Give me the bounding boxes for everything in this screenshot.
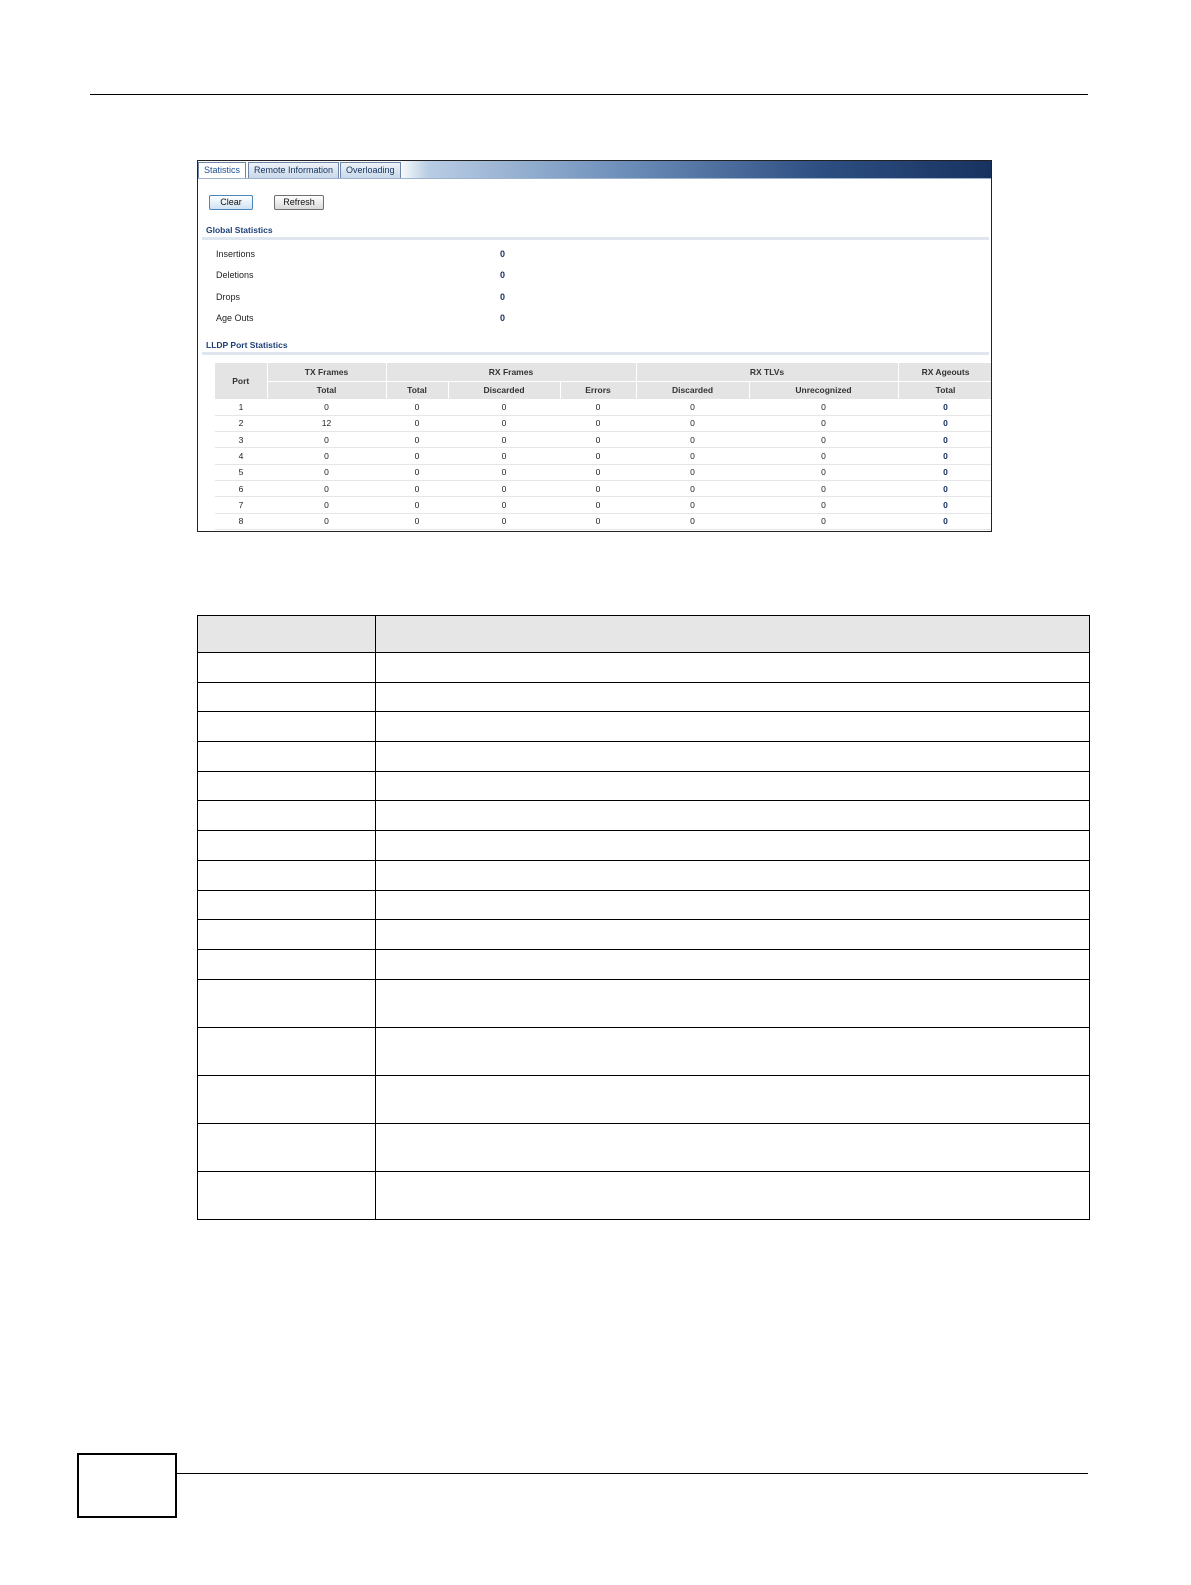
section-divider <box>202 237 989 240</box>
label-cell <box>198 712 376 742</box>
table-row <box>198 890 1090 920</box>
global-statistics-title: Global Statistics <box>206 225 273 235</box>
age-outs-value: 0 <box>500 313 506 323</box>
rx-total-cell: 0 <box>386 480 448 496</box>
rx-errors-cell: 0 <box>560 432 636 448</box>
description-cell <box>376 979 1090 1027</box>
rx-errors-cell: 0 <box>560 513 636 529</box>
label-cell <box>198 920 376 950</box>
insertions-value: 0 <box>500 249 506 259</box>
ageouts-total-cell: 0 <box>898 497 992 513</box>
table-row <box>215 464 992 480</box>
port-cell: 4 <box>215 448 267 464</box>
rx-discarded-cell: 0 <box>448 464 560 480</box>
table-row <box>215 513 992 529</box>
table-row <box>198 801 1090 831</box>
ageouts-total-cell: 0 <box>898 513 992 529</box>
description-cell <box>376 949 1090 979</box>
table-row <box>198 653 1090 683</box>
tlv-unrecognized-cell: 0 <box>749 464 898 480</box>
section-divider <box>202 352 989 355</box>
ageouts-total-cell: 0 <box>898 432 992 448</box>
table-row <box>215 415 992 431</box>
table-row <box>198 831 1090 861</box>
tlv-discarded-cell: 0 <box>636 497 749 513</box>
port-cell: 8 <box>215 513 267 529</box>
label-cell <box>198 801 376 831</box>
tlv-discarded-cell: 0 <box>636 448 749 464</box>
table-row <box>198 920 1090 950</box>
description-cell <box>376 1075 1090 1123</box>
ageouts-total-cell: 0 <box>898 480 992 496</box>
table-row <box>198 682 1090 712</box>
port-cell: 3 <box>215 432 267 448</box>
rx-total-cell: 0 <box>386 448 448 464</box>
label-cell <box>198 1027 376 1075</box>
description-cell <box>376 771 1090 801</box>
description-cell <box>376 742 1090 772</box>
tlv-unrecognized-cell: 0 <box>749 399 898 415</box>
rx-errors-cell: 0 <box>560 464 636 480</box>
rx-discarded-cell: 0 <box>448 415 560 431</box>
tx-total-cell: 12 <box>267 415 386 431</box>
port-cell: 1 <box>215 399 267 415</box>
rx-ageouts-header: RX Ageouts <box>898 363 992 381</box>
tx-total-cell: 0 <box>267 480 386 496</box>
clear-button[interactable]: Clear <box>209 195 253 210</box>
rx-total-cell: 0 <box>386 513 448 529</box>
rx-discarded-cell: 0 <box>448 448 560 464</box>
ageouts-total-cell: 0 <box>898 399 992 415</box>
deletions-label: Deletions <box>216 270 254 280</box>
tlv-unrecognized-cell: 0 <box>749 497 898 513</box>
field-description-table <box>197 615 1090 1220</box>
table-row <box>198 1027 1090 1075</box>
tlv-unrecognized-cell: 0 <box>749 432 898 448</box>
tx-total-cell: 0 <box>267 399 386 415</box>
rx-total-cell: 0 <box>386 399 448 415</box>
description-cell <box>376 682 1090 712</box>
table-row <box>198 771 1090 801</box>
drops-label: Drops <box>216 292 241 302</box>
description-cell <box>376 1123 1090 1171</box>
table-row <box>198 712 1090 742</box>
rx-errors-cell: 0 <box>560 497 636 513</box>
label-cell <box>198 890 376 920</box>
label-cell <box>198 742 376 772</box>
table-row <box>198 949 1090 979</box>
label-cell <box>198 1171 376 1219</box>
tlv-unrecognized-cell: 0 <box>749 448 898 464</box>
rx-total-header: Total <box>386 381 448 399</box>
tlv-unrecognized-cell: 0 <box>749 415 898 431</box>
ageouts-total-cell: 0 <box>898 464 992 480</box>
tlv-unrecognized-header: Unrecognized <box>749 381 898 399</box>
rx-discarded-cell: 0 <box>448 497 560 513</box>
label-cell <box>198 771 376 801</box>
rx-discarded-header: Discarded <box>448 381 560 399</box>
port-cell: 7 <box>215 497 267 513</box>
insertions-label: Insertions <box>216 249 256 259</box>
table-row <box>215 448 992 464</box>
label-cell <box>198 860 376 890</box>
description-cell <box>376 1027 1090 1075</box>
table-row <box>198 742 1090 772</box>
table-header-row <box>198 616 1090 653</box>
tlv-unrecognized-cell: 0 <box>749 513 898 529</box>
rx-total-cell: 0 <box>386 415 448 431</box>
tlv-discarded-cell: 0 <box>636 432 749 448</box>
page-number-box <box>77 1453 177 1518</box>
table-row <box>198 1123 1090 1171</box>
description-cell <box>376 890 1090 920</box>
ageouts-total-header: Total <box>898 381 992 399</box>
port-cell: 5 <box>215 464 267 480</box>
table-row <box>198 979 1090 1027</box>
description-cell <box>376 920 1090 950</box>
rx-discarded-cell: 0 <box>448 480 560 496</box>
rx-errors-header: Errors <box>560 381 636 399</box>
description-cell <box>376 653 1090 683</box>
table-row <box>215 399 992 415</box>
port-header: Port <box>215 363 267 399</box>
rx-errors-cell: 0 <box>560 448 636 464</box>
port-cell: 6 <box>215 480 267 496</box>
label-cell <box>198 949 376 979</box>
lldp-statistics-screenshot <box>197 160 992 532</box>
rx-discarded-cell: 0 <box>448 399 560 415</box>
tx-total-cell: 0 <box>267 497 386 513</box>
lldp-port-statistics-title: LLDP Port Statistics <box>206 340 288 350</box>
rx-errors-cell: 0 <box>560 415 636 431</box>
port-cell: 2 <box>215 415 267 431</box>
description-cell <box>376 801 1090 831</box>
table-row <box>215 432 992 448</box>
tx-frames-header: TX Frames <box>267 363 386 381</box>
label-cell <box>198 653 376 683</box>
label-cell <box>198 831 376 861</box>
table-row <box>215 480 992 496</box>
tlv-discarded-header: Discarded <box>636 381 749 399</box>
description-column-header <box>376 616 1090 653</box>
label-cell <box>198 1075 376 1123</box>
table-row <box>198 1171 1090 1219</box>
drops-value: 0 <box>500 292 506 302</box>
label-cell <box>198 1123 376 1171</box>
rx-total-cell: 0 <box>386 464 448 480</box>
tx-total-cell: 0 <box>267 464 386 480</box>
deletions-value: 0 <box>500 270 506 280</box>
rx-discarded-cell: 0 <box>448 513 560 529</box>
table-row <box>215 497 992 513</box>
rx-total-cell: 0 <box>386 432 448 448</box>
tab-remote-information[interactable]: Remote Information <box>248 162 339 178</box>
rx-errors-cell: 0 <box>560 480 636 496</box>
age-outs-label: Age Outs <box>216 313 254 323</box>
label-column-header <box>198 616 376 653</box>
tlv-discarded-cell: 0 <box>636 464 749 480</box>
tx-total-cell: 0 <box>267 448 386 464</box>
tab-overloading[interactable]: Overloading <box>340 162 401 178</box>
tlv-unrecognized-cell: 0 <box>749 480 898 496</box>
description-cell <box>376 1171 1090 1219</box>
table-row <box>198 1075 1090 1123</box>
ageouts-total-cell: 0 <box>898 415 992 431</box>
lldp-port-statistics-table <box>215 363 992 530</box>
rx-errors-cell: 0 <box>560 399 636 415</box>
rx-frames-header: RX Frames <box>386 363 636 381</box>
label-cell <box>198 979 376 1027</box>
description-cell <box>376 831 1090 861</box>
table-row <box>198 860 1090 890</box>
tlv-discarded-cell: 0 <box>636 480 749 496</box>
rx-tlvs-header: RX TLVs <box>636 363 898 381</box>
tlv-discarded-cell: 0 <box>636 513 749 529</box>
rx-total-cell: 0 <box>386 497 448 513</box>
header-rule <box>90 94 1088 95</box>
tx-total-cell: 0 <box>267 513 386 529</box>
description-cell <box>376 712 1090 742</box>
tab-statistics[interactable]: Statistics <box>198 162 246 179</box>
rx-discarded-cell: 0 <box>448 432 560 448</box>
refresh-button[interactable]: Refresh <box>274 195 324 210</box>
description-cell <box>376 860 1090 890</box>
tlv-discarded-cell: 0 <box>636 399 749 415</box>
tx-total-header: Total <box>267 381 386 399</box>
ageouts-total-cell: 0 <box>898 448 992 464</box>
label-cell <box>198 682 376 712</box>
footer-rule <box>176 1473 1088 1474</box>
tlv-discarded-cell: 0 <box>636 415 749 431</box>
tx-total-cell: 0 <box>267 432 386 448</box>
tab-underline <box>198 178 991 179</box>
